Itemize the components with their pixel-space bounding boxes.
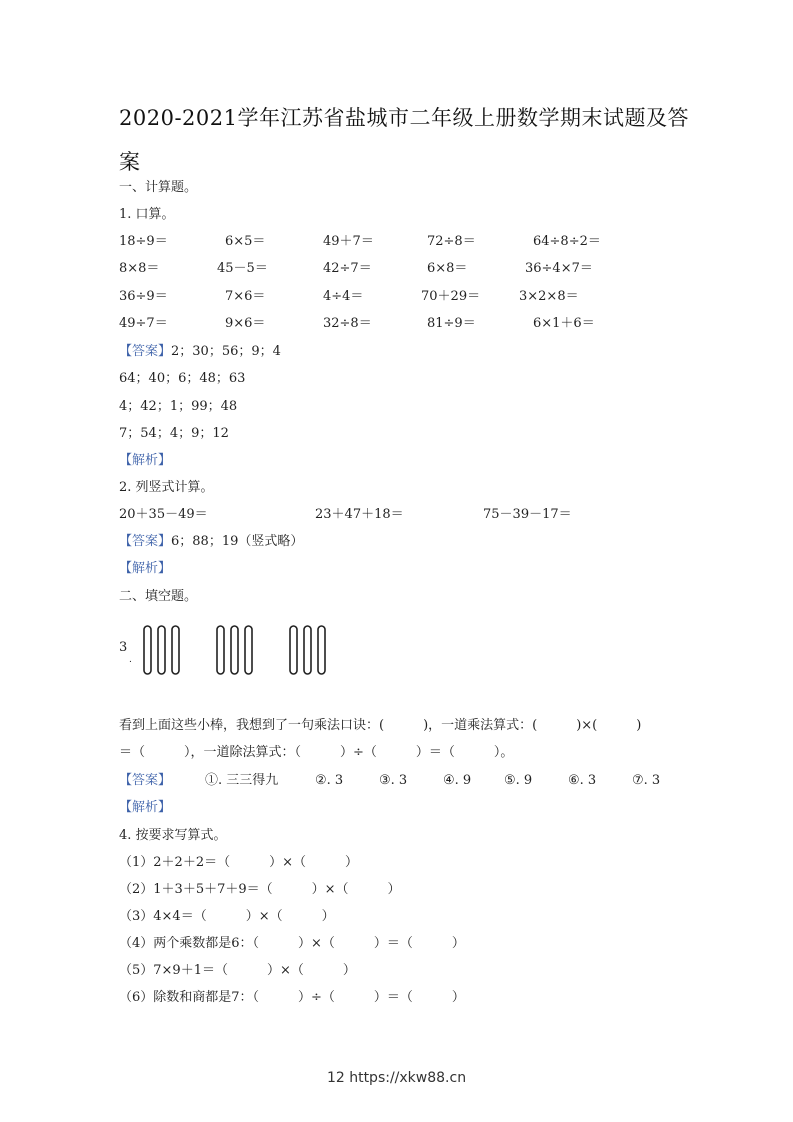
question-2-title: 2. 列竖式计算。 bbox=[119, 480, 214, 495]
stick-icon bbox=[158, 626, 165, 674]
stick-icon bbox=[217, 626, 224, 674]
q4-item-1: （1）2＋2＋2＝（ ）×（ ） bbox=[119, 855, 358, 870]
stick-icon bbox=[172, 626, 179, 674]
q3-answer-4: ④. 9 bbox=[443, 773, 472, 788]
stick-icon bbox=[290, 626, 297, 674]
stick-group-2 bbox=[217, 626, 252, 674]
section-heading-calculation: 一、计算题。 bbox=[119, 180, 198, 195]
q3-answer-2: ②. 3 bbox=[315, 773, 344, 788]
q1-item: 7×6＝ bbox=[225, 289, 266, 304]
q1-row-4 bbox=[119, 314, 699, 334]
q1-analysis-label: 【解析】 bbox=[119, 453, 172, 468]
q1-item: 6×8＝ bbox=[427, 261, 468, 276]
q1-item: 8×8＝ bbox=[119, 261, 160, 276]
q4-item-5: （5）7×9＋1＝（ ）×（ ） bbox=[119, 963, 356, 978]
page-footer: 12 https://xkw88.cn bbox=[326, 1070, 467, 1086]
q1-item: 6×1＋6＝ bbox=[533, 316, 595, 331]
q4-item-3: （3）4×4＝（ ）×（ ） bbox=[119, 909, 335, 924]
question-4-title: 4. 按要求写算式。 bbox=[119, 828, 227, 843]
q4-item-2: （2）1＋3＋5＋7＋9＝（ ）×（ ） bbox=[119, 882, 401, 897]
q1-row-1 bbox=[119, 232, 699, 252]
page-title: 2020-2021学年江苏省盐城市二年级上册数学期末试题及答案 bbox=[119, 106, 689, 174]
q1-row-2 bbox=[119, 259, 699, 279]
q1-answer-line-1: 2；30；56；9；4 bbox=[171, 344, 281, 359]
q2-answer bbox=[119, 532, 303, 552]
q1-item: 36÷9＝ bbox=[119, 289, 168, 304]
q2-answer-text: 6；88；19（竖式略） bbox=[171, 534, 304, 549]
q3-answer-3: ③. 3 bbox=[379, 773, 408, 788]
q1-answer bbox=[119, 342, 281, 362]
q2-item-1: 20＋35－49＝ bbox=[119, 507, 208, 522]
q2-item-3: 75－39－17＝ bbox=[483, 507, 572, 522]
q1-item: 72÷8＝ bbox=[427, 234, 476, 249]
stick-icon bbox=[231, 626, 238, 674]
q1-answer-line-2: 64；40；6；48；63 bbox=[119, 371, 246, 386]
stick-icon bbox=[245, 626, 252, 674]
question-3-number: 3 bbox=[119, 640, 128, 655]
answer-label: 【答案】 bbox=[119, 344, 172, 359]
q1-item: 81÷9＝ bbox=[427, 316, 476, 331]
q1-item: 70＋29＝ bbox=[421, 289, 481, 304]
q4-item-6: （6）除数和商都是7：（ ）÷（ ）＝（ ） bbox=[119, 990, 465, 1005]
q3-answer-6: ⑥. 3 bbox=[568, 773, 597, 788]
q1-item: 9×6＝ bbox=[225, 316, 266, 331]
question-3-dot: . bbox=[129, 655, 132, 665]
q1-item: 49÷7＝ bbox=[119, 316, 168, 331]
q1-item: 49＋7＝ bbox=[323, 234, 374, 249]
q1-answer-line-4: 7；54；4；9；12 bbox=[119, 426, 229, 441]
sticks-figure bbox=[140, 622, 340, 678]
q1-item: 36÷4×7＝ bbox=[525, 261, 593, 276]
stick-group-1 bbox=[144, 626, 179, 674]
q1-item: 42÷7＝ bbox=[323, 261, 372, 276]
q3-answer-1: ①. 三三得九 bbox=[205, 773, 279, 788]
question-1-title: 1. 口算。 bbox=[119, 207, 175, 222]
stick-group-3 bbox=[290, 626, 325, 674]
q1-answer-line-3: 4；42；1；99；48 bbox=[119, 399, 238, 414]
stick-icon bbox=[318, 626, 325, 674]
q1-item: 32÷8＝ bbox=[323, 316, 372, 331]
section-heading-fill-blank: 二、填空题。 bbox=[119, 589, 198, 604]
q3-question-line-2: ＝（ ），一道除法算式：（ ）÷（ ）＝（ ）。 bbox=[119, 745, 514, 760]
q1-item: 18÷9＝ bbox=[119, 234, 168, 249]
q1-item: 64÷8÷2＝ bbox=[533, 234, 601, 249]
q3-analysis-label: 【解析】 bbox=[119, 800, 172, 815]
answer-label: 【答案】 bbox=[119, 773, 172, 788]
q3-question-line-1: 看到上面这些小棒，我想到了一句乘法口诀：( )，一道乘法算式：( )×( ) bbox=[119, 718, 642, 733]
q3-answer-7: ⑦. 3 bbox=[632, 773, 661, 788]
q2-item-2: 23＋47＋18＝ bbox=[315, 507, 404, 522]
q4-item-4: （4）两个乘数都是6：（ ）×（ ）＝（ ） bbox=[119, 936, 465, 951]
stick-icon bbox=[144, 626, 151, 674]
q2-analysis-label: 【解析】 bbox=[119, 561, 172, 576]
q1-row-3 bbox=[119, 287, 699, 307]
q1-item: 45－5＝ bbox=[217, 261, 268, 276]
q1-item: 4÷4＝ bbox=[323, 289, 364, 304]
q1-item: 3×2×8＝ bbox=[519, 289, 579, 304]
q1-item: 6×5＝ bbox=[225, 234, 266, 249]
answer-label: 【答案】 bbox=[119, 534, 172, 549]
stick-icon bbox=[304, 626, 311, 674]
q3-answer-5: ⑤. 9 bbox=[504, 773, 533, 788]
